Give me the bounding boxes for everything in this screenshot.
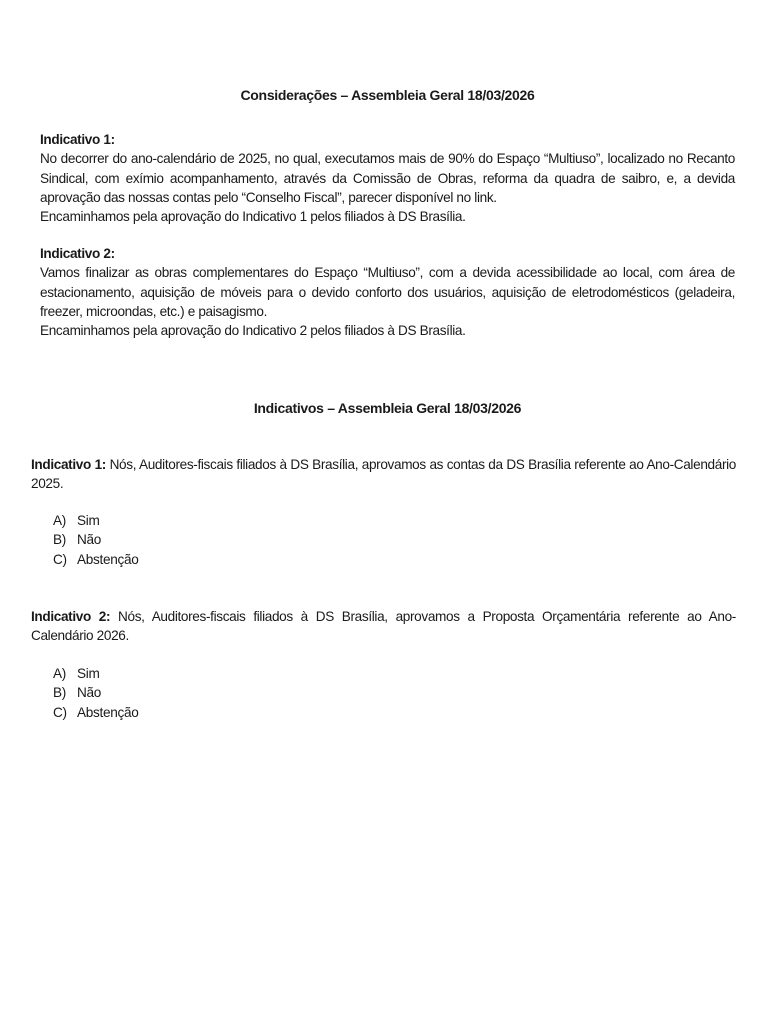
- consideracao-2-paragraph: Vamos finalizar as obras complementares do Espaço “Multiuso”, com a devida acessibilidade ao local, com área de estacionamento, aquisição de móveis para o devido conforto dos usuários, aquisição de eletrodomésticos (geladeira, freezer, microondas, etc.) e paisagismo.: [40, 265, 735, 319]
- option-text: Abstenção: [77, 704, 139, 720]
- option-letter: B): [53, 532, 66, 548]
- question-indicativo-1: [31, 455, 736, 494]
- option-item: [53, 703, 139, 722]
- consideracao-indicativo-1: [40, 130, 735, 226]
- option-letter: A): [53, 513, 66, 528]
- option-item: [53, 664, 139, 683]
- question-2-options: [53, 664, 139, 722]
- question-2-text: Nós, Auditores-fiscais filiados à DS Brasília, aprovamos a Proposta Orçamentária referente ao Ano-Calendário 2026.: [31, 609, 736, 644]
- option-item: [53, 530, 139, 549]
- option-item: [53, 511, 139, 530]
- option-item: [53, 683, 139, 702]
- consideracoes-title: Considerações – Assembleia Geral 18/03/2026: [240, 87, 535, 103]
- question-indicativo-2: [31, 607, 736, 646]
- option-text: Sim: [77, 513, 100, 528]
- question-1-text: Nós, Auditores-fiscais filiados à DS Brasília, aprovamos as contas da DS Brasília referente ao Ano-Calendário 2025.: [31, 457, 737, 492]
- option-letter: C): [53, 551, 67, 567]
- option-text: Não: [77, 685, 102, 701]
- option-letter: C): [53, 704, 67, 720]
- option-text: Abstenção: [77, 551, 139, 567]
- question-1-label: Indicativo 1:: [31, 457, 106, 472]
- consideracao-1-paragraph: No decorrer do ano-calendário de 2025, no qual, executamos mais de 90% do Espaço “Multiuso”, localizado no Recanto Sindical, com exímio acompanhamento, através da Comissão de Obras, reforma da quadra de saibro, e, a devida aprovação das nossas contas pelo “Conselho Fiscal”, parecer disponível no link.: [40, 151, 735, 205]
- indicativos-title: Indicativos – Assembleia Geral 18/03/2026: [253, 400, 522, 416]
- option-letter: A): [53, 666, 66, 681]
- question-1-options: [53, 511, 139, 569]
- consideracao-2-closing: Encaminhamos pela aprovação do Indicativo 2 pelos filiados à DS Brasília.: [40, 323, 466, 339]
- option-text: Sim: [77, 666, 100, 681]
- question-2-label: Indicativo 2:: [31, 609, 111, 624]
- option-item: [53, 550, 139, 569]
- consideracao-indicativo-2: [40, 244, 735, 340]
- consideracao-1-closing: Encaminhamos pela aprovação do Indicativo 1 pelos filiados à DS Brasília.: [40, 209, 466, 225]
- option-text: Não: [77, 532, 102, 548]
- option-letter: B): [53, 685, 66, 701]
- consideracao-1-heading: Indicativo 1:: [40, 132, 115, 147]
- consideracao-2-heading: Indicativo 2:: [40, 246, 115, 261]
